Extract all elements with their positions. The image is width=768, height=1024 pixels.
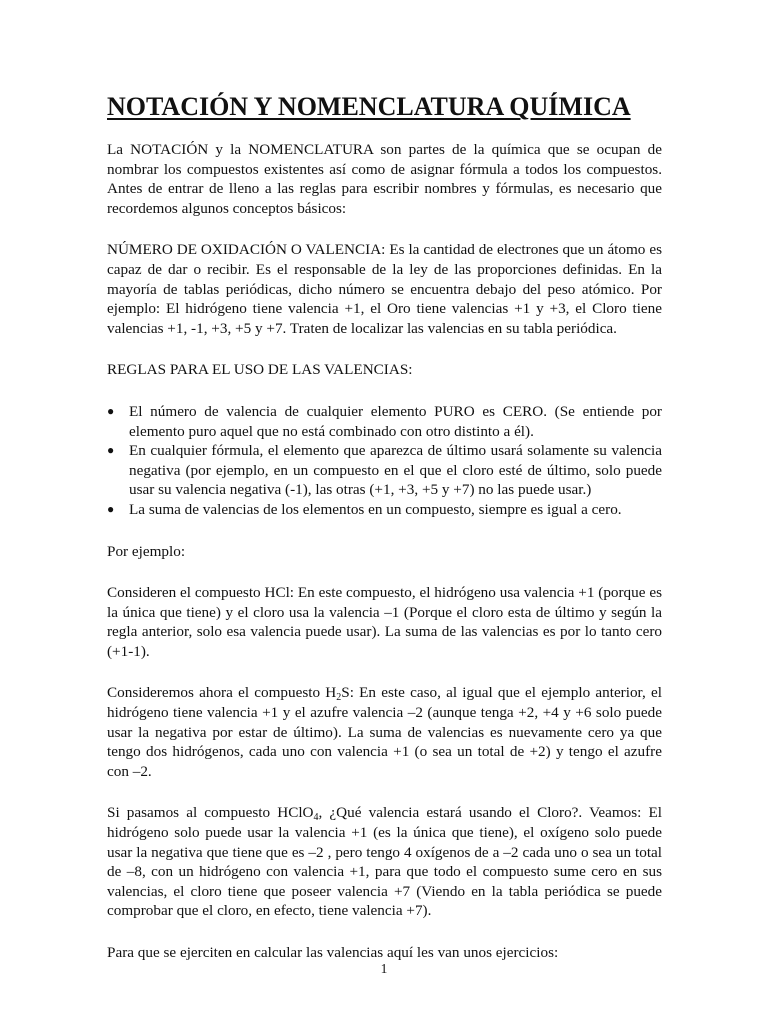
document-page: [107, 92, 662, 985]
bullet-icon: ●: [107, 501, 115, 516]
rules-heading: REGLAS PARA EL USO DE LAS VALENCIAS:: [107, 361, 413, 379]
example-intro: Por ejemplo:: [107, 542, 186, 560]
page-number: 1: [380, 961, 388, 976]
list-item: [107, 500, 662, 520]
h2s-text-after: S: En este caso, al igual que el ejemplo anterior, el hidrógeno tiene valencia +1 y el azufre valencia –2 (aunque tenga +2, +4 y +6 solo puede usar la negativa por estar de último). La suma de valencias es nuevamente cero ya que tengo dos hidrógenos, cada uno con valencia +1 (o sea un total de +2) y tengo el azufre con –2.: [107, 684, 662, 780]
oxidation-paragraph: NÚMERO DE OXIDACIÓN O VALENCIA: Es la cantidad de electrones que un átomo es capaz de dar o recibir. Es el responsable de la ley de las proporciones definidas. En la mayoría de tablas periódicas, dicho número se encuentra debajo del peso atómico. Por ejemplo: El hidrógeno tiene valencia +1, el Oro tiene valencias +1 y +3, el Cloro tiene valencias +1, -1, +3, +5 y +7. Traten de localizar las valencias en su tabla periódica.: [107, 241, 662, 337]
example-hclo4-paragraph: [107, 803, 662, 921]
bullet-icon: ●: [107, 403, 115, 418]
page-title: NOTACIÓN Y NOMENCLATURA QUÍMICA: [107, 92, 631, 121]
list-item: [107, 441, 662, 500]
example-hcl-paragraph: Consideren el compuesto HCl: En este compuesto, el hidrógeno usa valencia +1 (porque es la única que tiene) y el cloro usa la valencia –1 (Porque el cloro esta de último y según la regla anterior, solo esa valencia puede usar). La suma de las valencias es por lo tanto cero (+1-1).: [107, 584, 662, 660]
hclo4-text-before: Si pasamos al compuesto HClO: [107, 804, 314, 822]
bullet-icon: ●: [107, 443, 115, 458]
h2s-subscript: 2: [336, 692, 342, 704]
rule-text: En cualquier fórmula, el elemento que aparezca de último usará solamente su valencia negativa (por ejemplo, en un compuesto en el que el cloro esté de último, solo puede usar su valencia negativa (-1), las otras (+1, +3, +5 y +7) no las puede usar.): [129, 442, 662, 499]
rule-text: La suma de valencias de los elementos en un compuesto, siempre es igual a cero.: [129, 500, 622, 518]
exercises-intro: Para que se ejerciten en calcular las valencias aquí les van unos ejercicios:: [107, 944, 559, 961]
intro-paragraph: La NOTACIÓN y la NOMENCLATURA son partes de la química que se ocupan de nombrar los compuestos existentes así como de asignar fórmula a todos los compuestos. Antes de entrar de lleno a las reglas para escribir nombres y fórmulas, es necesario que recordemos algunos conceptos básicos:: [107, 141, 662, 217]
hclo4-subscript: 4: [313, 812, 319, 824]
rules-list: [107, 402, 662, 520]
list-item: [107, 402, 662, 441]
hclo4-text-after: , ¿Qué valencia estará usando el Cloro?. Veamos: El hidrógeno solo puede usar la valencia +1 (es la única que tiene), el oxígeno solo puede usar la negativa que tiene que es –2 , pero tengo 4 oxígenos de a –2 cada uno o sea un total de –8, con un hidrógeno con valencia +1, para que todo el compuesto sume cero en sus valencias, el cloro tiene que poseer valencia +7 (Viendo en la tabla periódica se puede comprobar que el cloro, en efecto, tiene valencia +7).: [107, 804, 662, 920]
example-h2s-paragraph: [107, 683, 662, 781]
h2s-text-before: Consideremos ahora el compuesto H: [107, 684, 337, 702]
rule-text: El número de valencia de cualquier elemento PURO es CERO. (Se entiende por elemento puro aquel que no está combinado con otro distinto a él).: [129, 402, 662, 440]
